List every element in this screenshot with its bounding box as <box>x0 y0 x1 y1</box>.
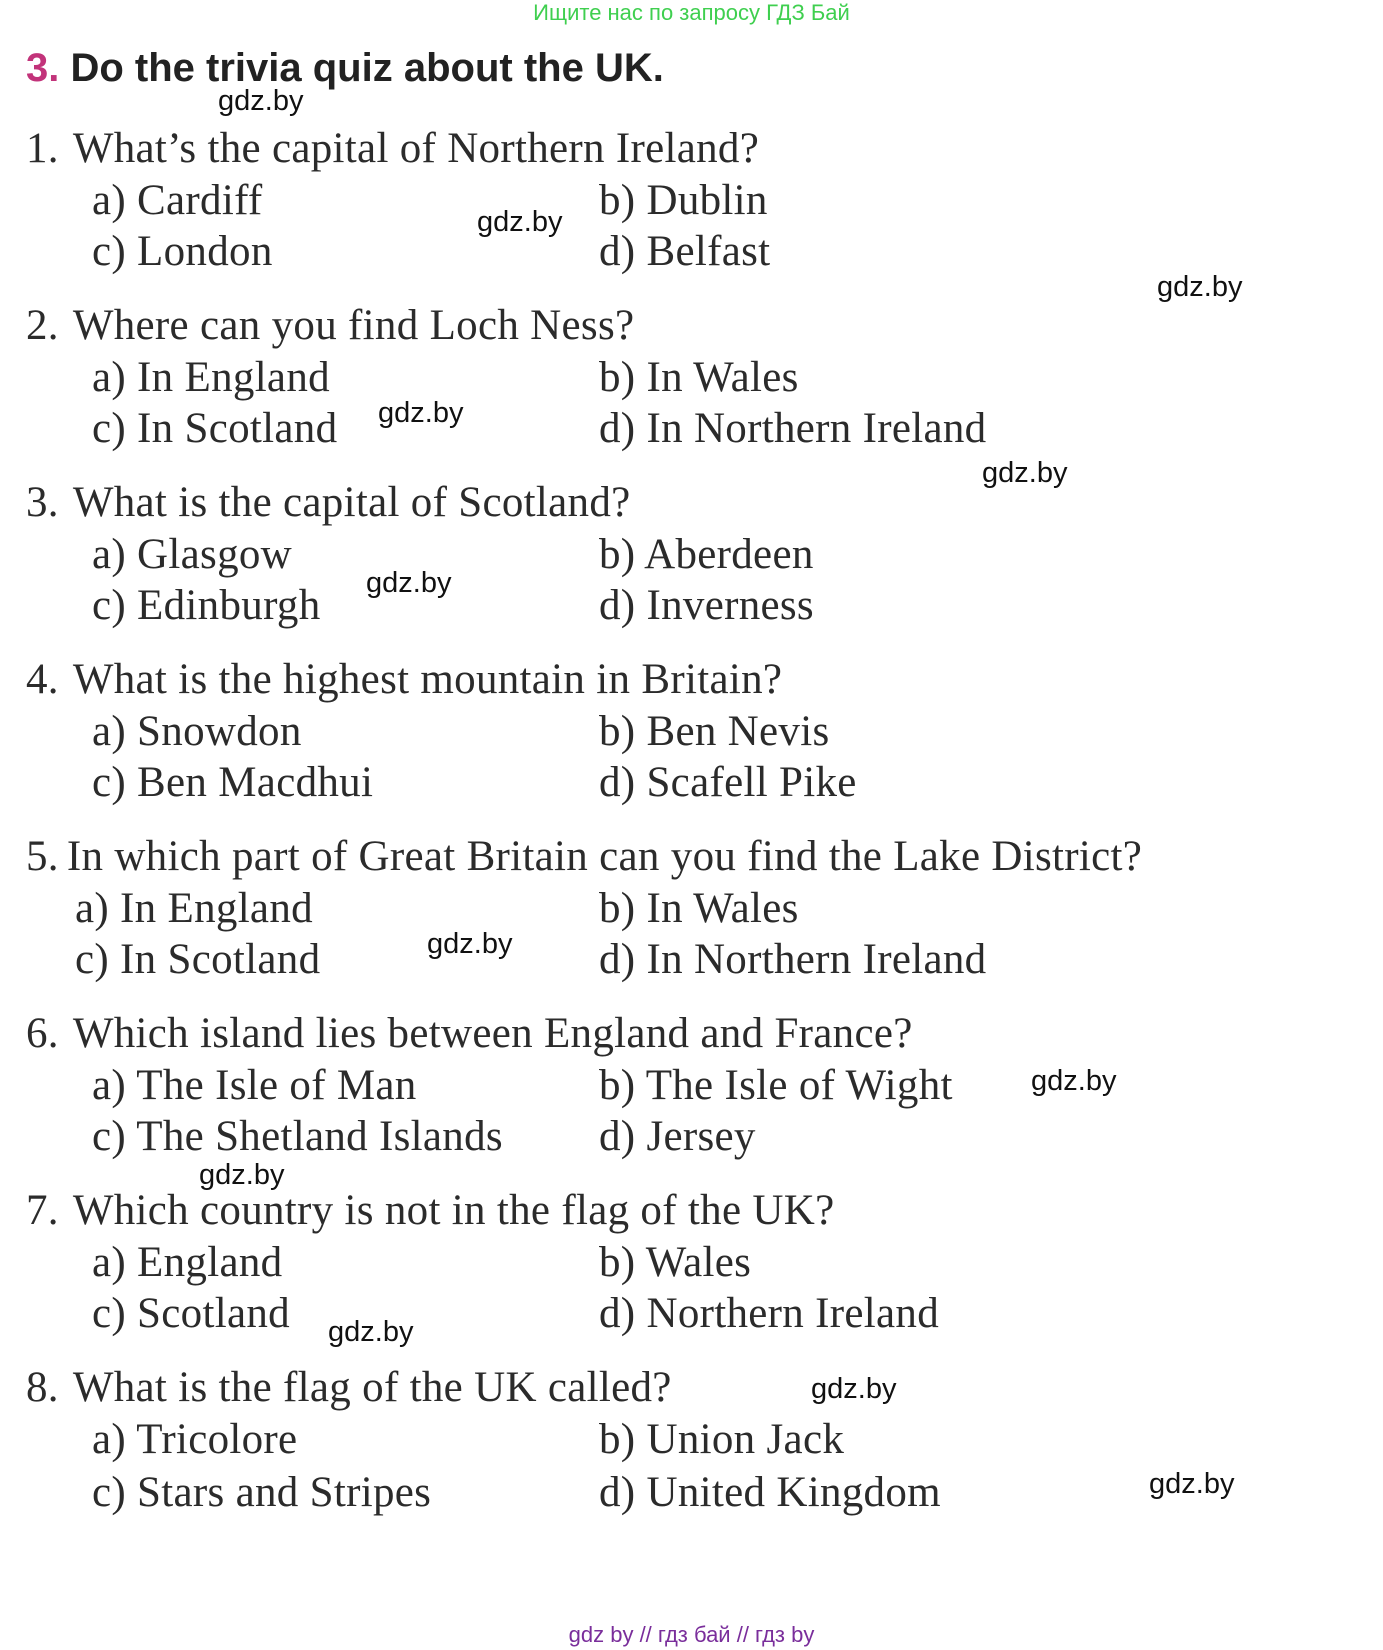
watermark: gdz.by <box>378 397 464 429</box>
q4-option-b: b) Ben Nevis <box>599 708 830 755</box>
q8-option-d: d) United Kingdom <box>599 1469 941 1516</box>
q7-option-b: b) Wales <box>599 1239 752 1286</box>
watermark: gdz.by <box>1157 271 1243 303</box>
question-3 <box>26 478 631 528</box>
exercise-number: 3. <box>26 46 60 90</box>
question-text: In which part of Great Britain can you find the Lake District? <box>66 833 1143 880</box>
question-8 <box>26 1363 672 1413</box>
q2-option-a: a) In England <box>92 354 330 401</box>
footer-links: gdz by // гдз бай // гдз by <box>568 1622 815 1647</box>
question-4 <box>26 655 782 705</box>
question-number: 5. <box>26 833 59 880</box>
question-number: 2. <box>26 302 59 349</box>
watermark: gdz.by <box>218 85 304 117</box>
watermark: gdz.by <box>811 1373 897 1405</box>
q1-option-b: b) Dublin <box>599 177 768 224</box>
q7-option-d: d) Northern Ireland <box>599 1290 939 1337</box>
q2-option-d: d) In Northern Ireland <box>599 405 987 452</box>
exercise-title: Do the trivia quiz about the UK. <box>70 46 664 90</box>
question-number: 1. <box>26 125 59 172</box>
q3-option-c: c) Edinburgh <box>92 582 321 629</box>
question-6 <box>26 1009 913 1059</box>
q3-option-a: a) Glasgow <box>92 531 293 578</box>
q8-option-c: c) Stars and Stripes <box>92 1469 432 1516</box>
exercise-heading <box>26 44 664 92</box>
question-text: Where can you find Loch Ness? <box>72 302 635 349</box>
q6-option-d: d) Jersey <box>599 1113 756 1160</box>
watermark: gdz.by <box>366 567 452 599</box>
question-text: Which country is not in the flag of the UK? <box>72 1187 835 1234</box>
question-text: What’s the capital of Northern Ireland? <box>72 125 760 172</box>
question-5 <box>26 832 1142 882</box>
question-text: Which island lies between England and France? <box>72 1010 913 1057</box>
watermark: gdz.by <box>477 206 563 238</box>
q3-option-d: d) Inverness <box>599 582 814 629</box>
question-2 <box>26 301 634 351</box>
question-text: What is the highest mountain in Britain? <box>72 656 783 703</box>
q6-option-c: c) The Shetland Islands <box>92 1113 503 1160</box>
q6-option-b: b) The Isle of Wight <box>599 1062 953 1109</box>
q1-option-a: a) Cardiff <box>92 177 263 224</box>
q2-option-b: b) In Wales <box>599 354 799 401</box>
watermark: gdz.by <box>1149 1468 1235 1500</box>
watermark: gdz.by <box>982 457 1068 489</box>
question-number: 4. <box>26 656 59 703</box>
question-text: What is the flag of the UK called? <box>72 1364 672 1411</box>
question-7 <box>26 1186 834 1236</box>
watermark: gdz.by <box>427 928 513 960</box>
q5-option-c: c) In Scotland <box>75 936 321 983</box>
q5-option-a: a) In England <box>75 885 313 932</box>
q1-option-d: d) Belfast <box>599 228 771 275</box>
question-text: What is the capital of Scotland? <box>72 479 631 526</box>
question-number: 7. <box>26 1187 59 1234</box>
question-1 <box>26 124 759 174</box>
q8-option-a: a) Tricolore <box>92 1416 298 1463</box>
q4-option-c: c) Ben Macdhui <box>92 759 374 806</box>
q8-option-b: b) Union Jack <box>599 1416 845 1463</box>
q4-option-a: a) Snowdon <box>92 708 302 755</box>
q7-option-a: a) England <box>92 1239 283 1286</box>
q6-option-a: a) The Isle of Man <box>92 1062 417 1109</box>
q4-option-d: d) Scafell Pike <box>599 759 857 806</box>
watermark: gdz.by <box>328 1316 414 1348</box>
q2-option-c: c) In Scotland <box>92 405 338 452</box>
watermark: gdz.by <box>1031 1065 1117 1097</box>
q7-option-c: c) Scotland <box>92 1290 290 1337</box>
q3-option-b: b) Aberdeen <box>599 531 814 578</box>
question-number: 8. <box>26 1364 59 1411</box>
q5-option-d: d) In Northern Ireland <box>599 936 987 983</box>
question-number: 3. <box>26 479 59 526</box>
watermark: gdz.by <box>199 1159 285 1191</box>
search-banner: Ищите нас по запросу ГДЗ Бай <box>533 0 850 25</box>
question-number: 6. <box>26 1010 59 1057</box>
q5-option-b: b) In Wales <box>599 885 799 932</box>
q1-option-c: c) London <box>92 228 273 275</box>
